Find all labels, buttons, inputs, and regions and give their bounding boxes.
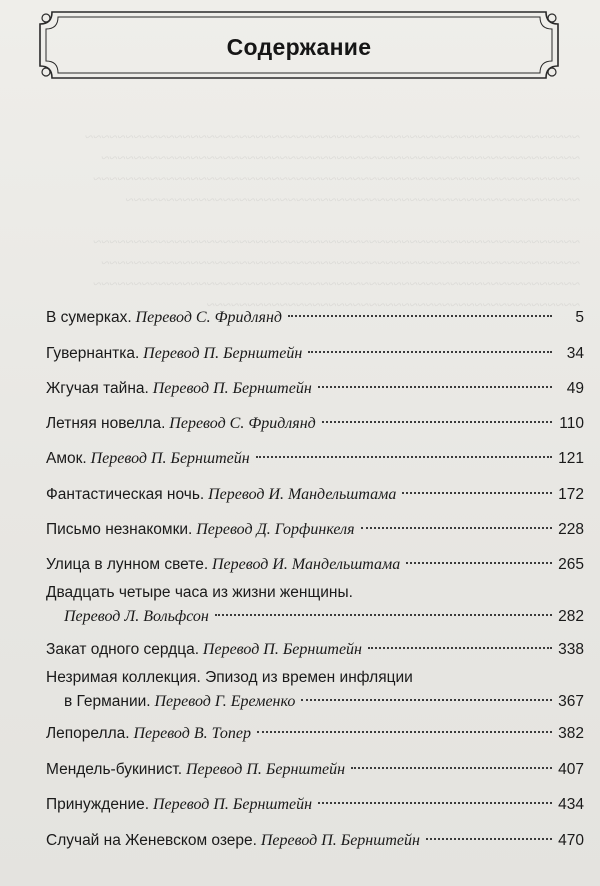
toc-entry[interactable]	[46, 638, 584, 662]
story-title: Лепорелла.	[46, 725, 130, 742]
page-title: Содержание	[226, 34, 372, 60]
show-through-texture: ~~~~~~~~~~~~~~~~~~~~~~~~~~~~~~~~~~~~~~~~~~~~~~~~~~~~~~~~~~~~~ ~~~~~~~~~~~~~~~~~~~~~~~~~~~~~~~~~~~~~~~~~~~~~~~~~~~~~~~~~~~ ~~~~~~~~~~~~~~~~~~~~~~~~~~~~~~~~~~~~~~~~~~~~~~~~~~~~~~~~~~~~ ~~~~~~~~~~~~~~~~~~~~~~~~~~~~~~~~~~~~~~~~~~~~~~~~~~~~~~~~ ~~~~~~~~~~~~~~~~~~~~~~~~~~~~~~~~~~~~~~~~~~~~~~~~~~~~~~~~~~~~ ~~~~~~~~~~~~~~~~~~~~~~~~~~~~~~~~~~~~~~~~~~~~~~~~~~~~~~~~~~~ ~~~~~~~~~~~~~~~~~~~~~~~~~~~~~~~~~~~~~~~~~~~~~~~~~~~~~~~~~~~~ ~~~~~~~~~~~~~~~~~~~~~~~~~~~~~~~~~~~~~~~~~~~~~~	[84, 130, 580, 314]
story-title-continued: в Германии.	[64, 693, 151, 710]
dot-leader	[406, 562, 552, 564]
toc-entry[interactable]	[46, 342, 584, 366]
dot-leader	[322, 421, 552, 423]
translator: Перевод С. Фридлянд	[135, 309, 282, 326]
page-number: 367	[558, 693, 584, 710]
toc-entry[interactable]	[46, 447, 584, 471]
toc-entry[interactable]	[46, 412, 584, 436]
toc-entry[interactable]	[46, 483, 584, 507]
translator: Перевод Г. Еременко	[154, 693, 296, 710]
page-number: 228	[558, 521, 584, 538]
toc-entry[interactable]	[46, 553, 584, 577]
translator: Перевод Д. Горфинкеля	[196, 521, 355, 538]
dot-leader	[368, 647, 552, 649]
page-number: 434	[558, 796, 584, 813]
translator: Перевод П. Бернштейн	[90, 450, 250, 467]
dot-leader	[256, 456, 552, 458]
dot-leader	[361, 527, 552, 529]
translator: Перевод П. Бернштейн	[202, 641, 362, 658]
dot-leader	[301, 699, 552, 701]
dot-leader	[351, 767, 552, 769]
translator: Перевод П. Бернштейн	[185, 761, 346, 778]
translator: Перевод В. Топер	[133, 725, 252, 742]
page-number: 49	[566, 380, 584, 397]
story-title: Жгучая тайна.	[46, 380, 149, 397]
story-title: Амок.	[46, 450, 87, 467]
translator: Перевод И. Мандельштама	[208, 486, 397, 503]
dot-leader	[215, 614, 552, 616]
page-number: 338	[558, 641, 584, 658]
dot-leader	[257, 731, 552, 733]
toc-entry[interactable]	[46, 722, 584, 746]
dot-leader	[318, 386, 552, 388]
dot-leader	[402, 492, 552, 494]
story-title: Гувернантка.	[46, 345, 140, 362]
translator: Перевод П. Бернштейн	[260, 832, 420, 849]
toc-entry[interactable]	[46, 758, 584, 782]
story-title: Случай на Женевском озере.	[46, 832, 257, 849]
story-title: Мендель-букинист.	[46, 761, 183, 778]
page-number: 34	[566, 345, 584, 362]
story-title: Письмо незнакомки.	[46, 521, 193, 538]
dot-leader	[426, 838, 552, 840]
page-number: 121	[558, 450, 584, 467]
story-title: Незримая коллекция. Эпизод из времен инфляции	[46, 669, 413, 686]
story-title: Улица в лунном свете.	[46, 556, 209, 573]
story-title: В сумерках.	[46, 309, 132, 326]
toc-entry[interactable]	[46, 829, 584, 853]
dot-leader	[318, 802, 552, 804]
page-number: 407	[558, 761, 584, 778]
dot-leader	[308, 351, 552, 353]
page-number: 172	[558, 486, 584, 503]
translator: Перевод С. Фридлянд	[169, 415, 316, 432]
story-title: Закат одного сердца.	[46, 641, 200, 658]
translator: Перевод Л. Вольфсон	[64, 608, 209, 625]
translator: Перевод И. Мандельштама	[212, 556, 401, 573]
page-number: 470	[558, 832, 584, 849]
toc-entry[interactable]	[46, 377, 584, 401]
toc-entry[interactable]	[46, 581, 584, 629]
translator: Перевод П. Бернштейн	[152, 380, 312, 397]
page-number: 265	[558, 556, 584, 573]
story-title: Летняя новелла.	[46, 415, 166, 432]
dot-leader	[288, 315, 552, 317]
page-number: 282	[558, 608, 584, 625]
story-title: Принуждение.	[46, 796, 150, 813]
toc-entry[interactable]	[46, 518, 584, 542]
page-number: 5	[575, 309, 584, 326]
toc-entry[interactable]	[46, 666, 584, 714]
heading-frame	[38, 10, 560, 80]
page-number: 110	[559, 415, 584, 432]
story-title: Фантастическая ночь.	[46, 486, 205, 503]
toc-entry[interactable]	[46, 306, 584, 330]
translator: Перевод П. Бернштейн	[152, 796, 313, 813]
story-title: Двадцать четыре часа из жизни женщины.	[46, 584, 353, 601]
page-number: 382	[558, 725, 584, 742]
toc-entry[interactable]	[46, 793, 584, 817]
translator: Перевод П. Бернштейн	[143, 345, 303, 362]
